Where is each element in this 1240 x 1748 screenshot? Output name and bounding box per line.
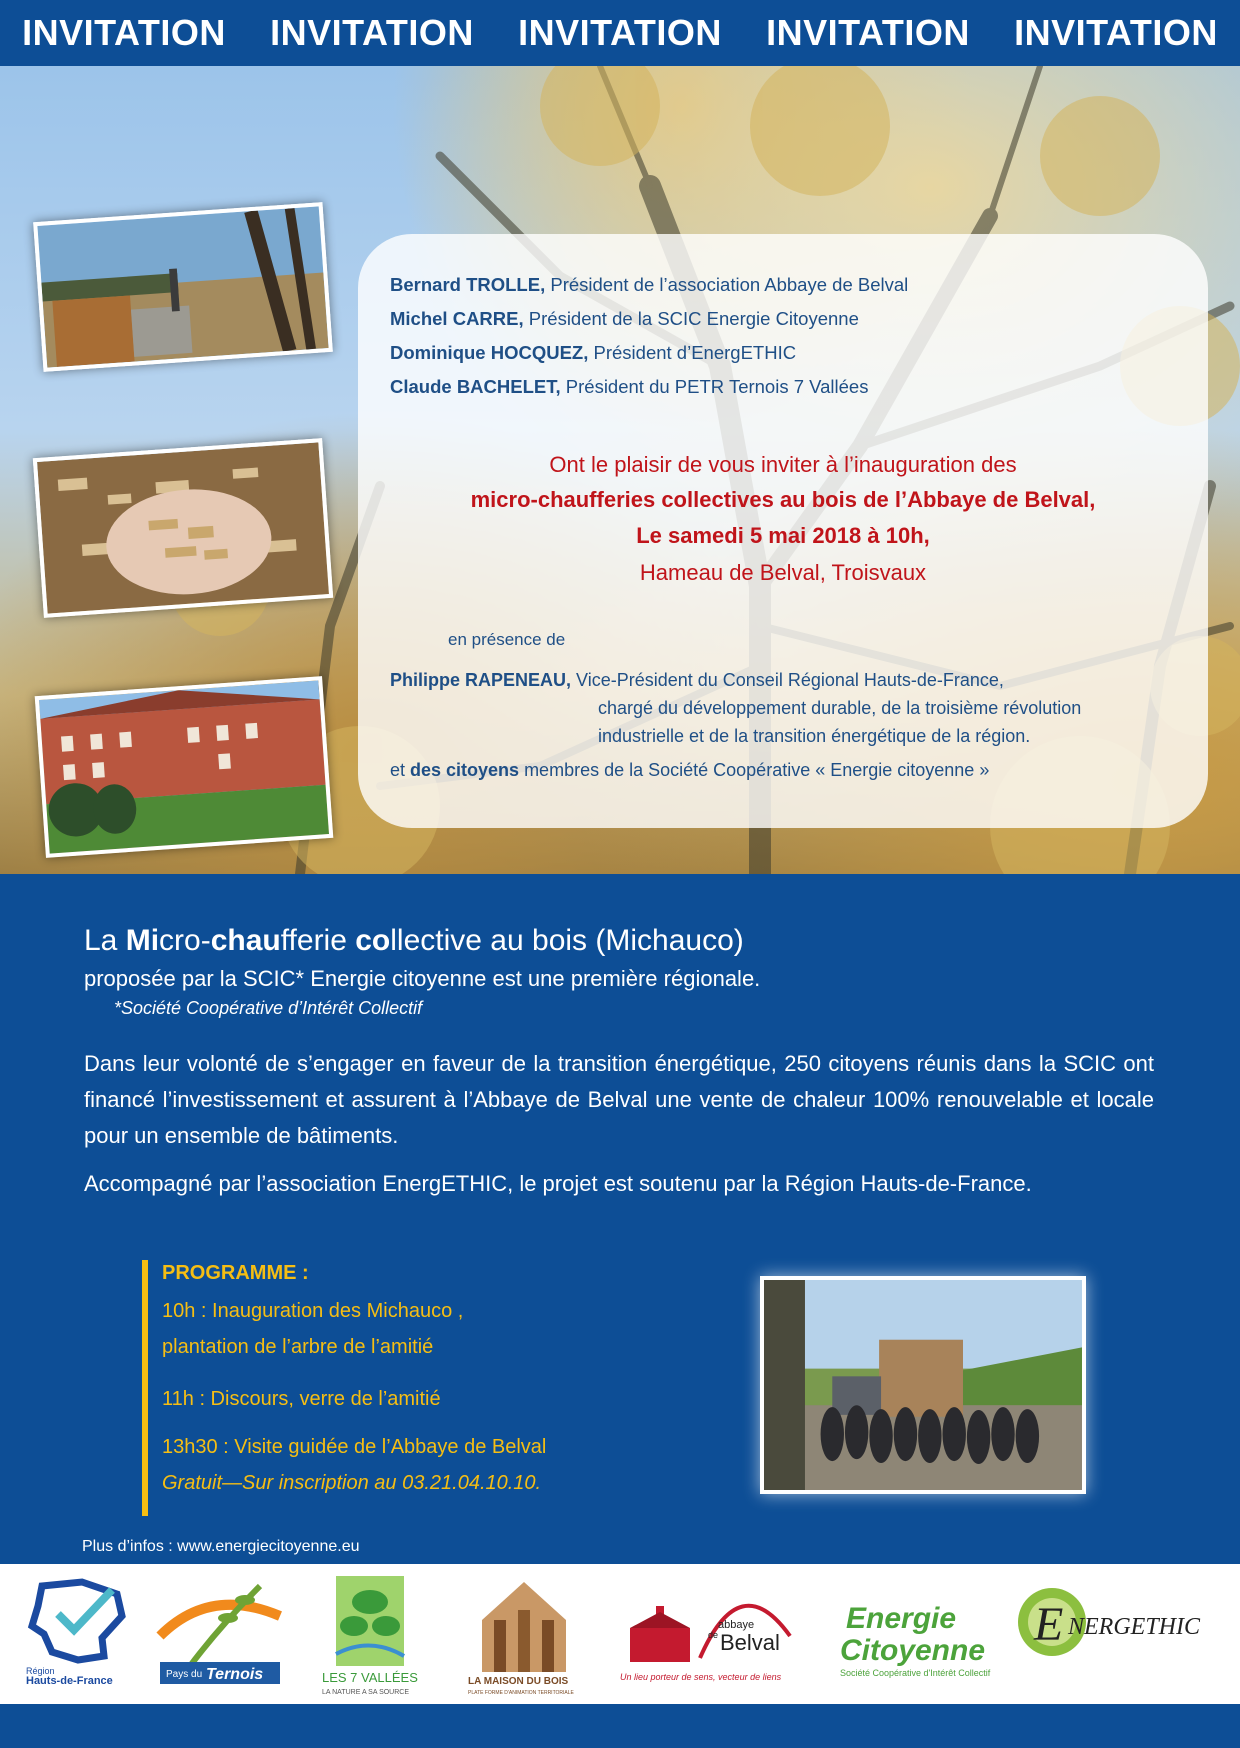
banner-word: INVITATION [766, 12, 970, 53]
programme-item: 10h : Inauguration des Michauco , [162, 1300, 464, 1322]
footer-bar [0, 1704, 1240, 1748]
energethic-word: NERGETHIC [1068, 1614, 1200, 1640]
les-7-vallees-logo [318, 1576, 424, 1698]
region-name: Hauts-de-France [26, 1675, 113, 1686]
guest-role: chargé du développement durable, de la troisième révolution [598, 698, 1082, 718]
vallees-tagline: LA NATURE A SA SOURCE [322, 1689, 410, 1696]
energethic-e: E [1034, 1598, 1064, 1651]
programme-item: plantation de l’arbre de l’amitié [162, 1336, 434, 1358]
signer-row [390, 336, 908, 370]
presence-label: en présence de [448, 630, 566, 649]
support-paragraph: Accompagné par l’association EnergETHIC, le projet est soutenu par la Région Hauts-de-France. [84, 1171, 1032, 1196]
event-title: micro-chaufferies collectives au bois de l’Abbaye de Belval, [470, 487, 1096, 512]
signer-role: Président du PETR Ternois 7 Vallées [560, 376, 869, 397]
maison-tagline: PLATE FORME D'ANIMATION TERRITORIALE [468, 1690, 574, 1696]
pays-du-ternois-logo [150, 1576, 288, 1686]
energie-tagline: Société Coopérative d'Intérêt Collectif [840, 1668, 991, 1678]
signer-name: Michel CARRE, [390, 308, 524, 329]
guest-role: Vice-Président du Conseil Régional Hauts-de-France, [571, 670, 1004, 690]
title-part: fferie [280, 924, 356, 957]
partner-logos [0, 1564, 1240, 1704]
region-hauts-de-france-logo [22, 1576, 140, 1686]
signer-role: Président de l’association Abbaye de Belval [545, 274, 909, 295]
maison-name: LA MAISON DU BOIS [468, 1676, 569, 1687]
more-info-line: Plus d’infos : www.energiecitoyenne.eu [82, 1538, 360, 1555]
energethic-logo [1016, 1576, 1224, 1686]
guest-of-honour [390, 666, 1081, 750]
programme-box [142, 1260, 622, 1516]
banner-word: INVITATION [270, 12, 474, 53]
project-paragraph: Dans leur volonté de s’engager en faveur de la transition énergétique, 250 citoyens réunis dans la SCIC ont financé l’investissement et assurent à l’Abbaye de Belval une vente de chaleur 100% renouvelable et locale pour un ensemble de bâtiments. [84, 1051, 1154, 1148]
description-section [0, 874, 1240, 1564]
region-label: Région [26, 1666, 55, 1676]
project-title [84, 924, 744, 958]
energie-citoyenne-logo [836, 1576, 1014, 1686]
signer-row [390, 370, 908, 404]
event-date: Le samedi 5 mai 2018 à 10h, [636, 523, 930, 548]
guest-name: Philippe RAPENEAU, [390, 670, 572, 690]
abbaye-word: abbaye [718, 1619, 755, 1631]
signer-role: Président de la SCIC Energie Citoyenne [523, 308, 859, 329]
citizens-prefix: et [390, 760, 411, 780]
citizens-bold: des citoyens [410, 760, 520, 780]
title-part: Mi [125, 924, 160, 957]
scic-footnote: *Société Coopérative d’Intérêt Collectif [114, 998, 423, 1018]
invitation-intro: Ont le plaisir de vous inviter à l’inauguration des [549, 452, 1017, 477]
invitation-card [358, 234, 1208, 828]
citizens-text: membres de la Société Coopérative « Energie citoyenne » [519, 760, 990, 780]
ternois-label: Pays du [166, 1669, 203, 1680]
signer-row [390, 268, 908, 302]
signers-list [390, 268, 908, 404]
programme-item: 13h30 : Visite guidée de l’Abbaye de Belval [162, 1436, 547, 1458]
programme-title: PROGRAMME : [162, 1262, 309, 1284]
wood-chips-photo [33, 438, 333, 618]
title-part: La [84, 924, 126, 957]
invitation-banner [0, 0, 1240, 66]
citizens-line [390, 760, 989, 781]
banner-word: INVITATION [22, 12, 226, 53]
abbaye-belval: Belval [720, 1630, 780, 1655]
signer-name: Bernard TROLLE, [390, 274, 546, 295]
banner-word: INVITATION [518, 12, 722, 53]
title-part: cro- [159, 924, 211, 957]
abbaye-de: de [708, 1630, 719, 1640]
hero-background [0, 66, 1240, 874]
programme-item: 11h : Discours, verre de l’amitié [162, 1388, 441, 1410]
abbey-building-photo [35, 676, 334, 858]
signer-role: Président d’EnergETHIC [588, 342, 797, 363]
programme-registration: Gratuit—Sur inscription au 03.21.04.10.10. [162, 1472, 542, 1494]
guest-role: industrielle et de la transition énergétique de la région. [598, 726, 1031, 746]
project-subtitle: proposée par la SCIC* Energie citoyenne est une première régionale. [84, 966, 761, 991]
abbaye-tagline: Un lieu porteur de sens, vecteur de liens [620, 1672, 782, 1682]
signer-name: Claude BACHELET, [390, 376, 561, 397]
citoyenne-word: Citoyenne [840, 1634, 986, 1667]
boiler-site-photo [33, 202, 333, 372]
signer-name: Dominique HOCQUEZ, [390, 342, 589, 363]
title-part: chau [210, 924, 281, 957]
crowd-inauguration-photo [760, 1276, 1086, 1494]
banner-word: INVITATION [1014, 12, 1218, 53]
ternois-name: Ternois [206, 1666, 264, 1683]
title-part: co [355, 924, 391, 957]
signer-row [390, 302, 908, 336]
event-location: Hameau de Belval, Troisvaux [639, 560, 927, 585]
abbaye-de-belval-logo [620, 1576, 806, 1692]
maison-du-bois-logo [464, 1576, 584, 1696]
energie-word: Energie [846, 1602, 957, 1635]
vallees-name: LES 7 VALLÉES [322, 1670, 418, 1685]
title-part: llective au bois (Michauco) [390, 924, 744, 957]
